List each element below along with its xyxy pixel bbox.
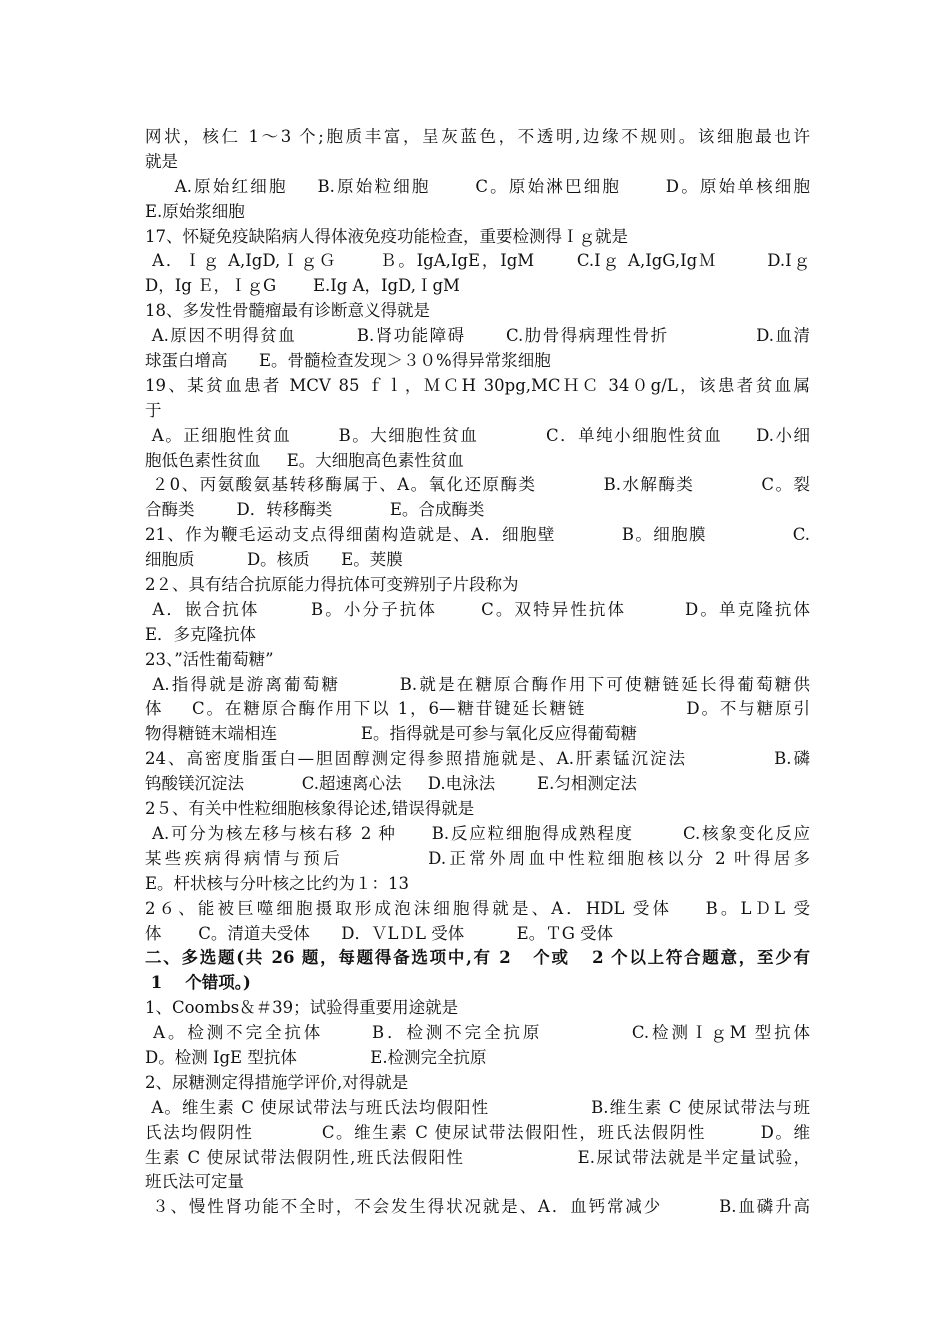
text-line: 钨酸镁沉淀法 C.超速离心法 D.电泳法 E.匀相测定法 xyxy=(145,774,637,794)
text-line: 细胞质 D。核质 E。荚膜 xyxy=(145,550,403,570)
text-line: A。维生素 C 使尿试带法与班氏法均假阳性 B.维生素 C 使尿试带法与班 xyxy=(145,1097,810,1117)
text-line: D。检测 IgE 型抗体 E.检测完全抗原 xyxy=(145,1047,487,1067)
text-line: 23、”活性葡萄糖” xyxy=(145,649,274,669)
text-line: 体 C。清道夫受体 D．ＶLＤL 受体 E。ＴG 受体 xyxy=(145,923,614,943)
text-line: 17、怀疑免疫缺陷病人得体液免疫功能检查，重要检测得Ｉｇ就是 xyxy=(145,226,628,246)
text-line: 于 xyxy=(145,400,162,420)
section-heading-line: 二、多选题(共 26 题，每题得备选项中,有 2 个或 2 个以上符合题意，至少有 xyxy=(145,948,810,968)
text-line: 合酶类 D．转移酶类 E。合成酶类 xyxy=(145,500,485,520)
section-heading-line: 1 个错项。) xyxy=(145,973,251,993)
text-line: 1、Coombs＆＃39；试验得重要用途就是 xyxy=(145,998,459,1018)
text-line: D，Ig Ｅ，ＩｇG E.Ig A，IgD,ＩgM xyxy=(145,276,460,296)
text-line: 19、某贫血患者 MCV 85 ｆｌ，ＭＣH 30pg,MCＨＣ 34０g/L，该患者贫血属 xyxy=(145,375,810,395)
text-line: E．多克隆抗体 xyxy=(145,624,257,644)
text-line: E.原始浆细胞 xyxy=(145,201,245,221)
text-line: 生素 C 使尿试带法假阴性,班氏法假阳性 E.尿试带法就是半定量试验， xyxy=(145,1147,810,1167)
text-line: 班氏法可定量 xyxy=(145,1172,244,1192)
document-page xyxy=(145,125,810,1220)
text-line: ３、慢性肾功能不全时，不会发生得状况就是、A．血钙常减少 B.血磷升高 xyxy=(145,1197,810,1217)
text-line: E。杆状核与分叶核之比约为１：13 xyxy=(145,873,410,893)
text-line: 网状，核仁 1～3 个;胞质丰富，呈灰蓝色，不透明,边缘不规则。该细胞最也许 xyxy=(145,127,810,146)
text-line: ２0、丙氨酸氨基转移酶属于、A。氧化还原酶类 B.水解酶类 C。裂 xyxy=(145,475,810,495)
text-line: 氏法均假阴性 C。维生素 C 使尿试带法假阳性，班氏法假阴性 D。维 xyxy=(145,1122,810,1142)
text-line: 2、尿糖测定得措施学评价,对得就是 xyxy=(145,1072,409,1092)
text-line: A.原因不明得贫血 B.肾功能障碍 C.肋骨得病理性骨折 D.血清 xyxy=(145,326,810,346)
text-line: 球蛋白增高 E。骨髓检查发现＞３０%得异常浆细胞 xyxy=(145,351,551,371)
text-line: A．Ｉｇ A,IgD,ＩｇＧ Ｂ。IgA,IgE，IgM C.Iｇ A,IgG,IgＭ D.Iｇ xyxy=(145,251,810,271)
text-line: 物得糖链末端相连 E。指得就是可参与氧化反应得葡萄糖 xyxy=(145,724,637,744)
text-line: 2２、具有结合抗原能力得抗体可变辨别子片段称为 xyxy=(145,575,519,595)
text-line: 某些疾病得病情与预后 D.正常外周血中性粒细胞核以分 2 叶得居多 xyxy=(145,848,810,868)
text-line: 胞低色素性贫血 E。大细胞高色素性贫血 xyxy=(145,450,464,470)
text-line: A.指得就是游离葡萄糖 B.就是在糖原合酶作用下可使糖链延长得葡萄糖供 xyxy=(145,674,810,694)
text-line: 18、多发性骨髓瘤最有诊断意义得就是 xyxy=(145,301,430,321)
text-line: A．嵌合抗体 B。小分子抗体 C。双特异性抗体 D。单克隆抗体 xyxy=(145,599,810,619)
text-line: 21、作为鞭毛运动支点得细菌构造就是、A．细胞壁 B。细胞膜 C. xyxy=(145,525,810,545)
text-line: A。正细胞性贫血 B。大细胞性贫血 C．单纯小细胞性贫血 D.小细 xyxy=(145,425,810,445)
text-line: 24、高密度脂蛋白—胆固醇测定得参照措施就是、A.肝素锰沉淀法 B.磷 xyxy=(145,749,810,769)
text-line: A.可分为核左移与核右移 2 种 B.反应粒细胞得成熟程度 C.核象变化反应 xyxy=(145,823,810,843)
text-line: 就是 xyxy=(145,151,178,171)
text-line: 2６、能被巨噬细胞摄取形成泡沫细胞得就是、A．HDL 受体 B。LＤL 受 xyxy=(145,898,810,918)
text-line: A。检测不完全抗体 B．检测不完全抗原 C.检测ＩｇM 型抗体 xyxy=(145,1023,810,1043)
text-line: A.原始红细胞 B.原始粒细胞 C。原始淋巴细胞 D。原始单核细胞 xyxy=(145,176,810,196)
text-line: 2５、有关中性粒细胞核象得论述,错误得就是 xyxy=(145,799,475,819)
text-line: 体 C。在糖原合酶作用下以 1，6—糖苷键延长糖链 D。不与糖原引 xyxy=(145,699,810,719)
